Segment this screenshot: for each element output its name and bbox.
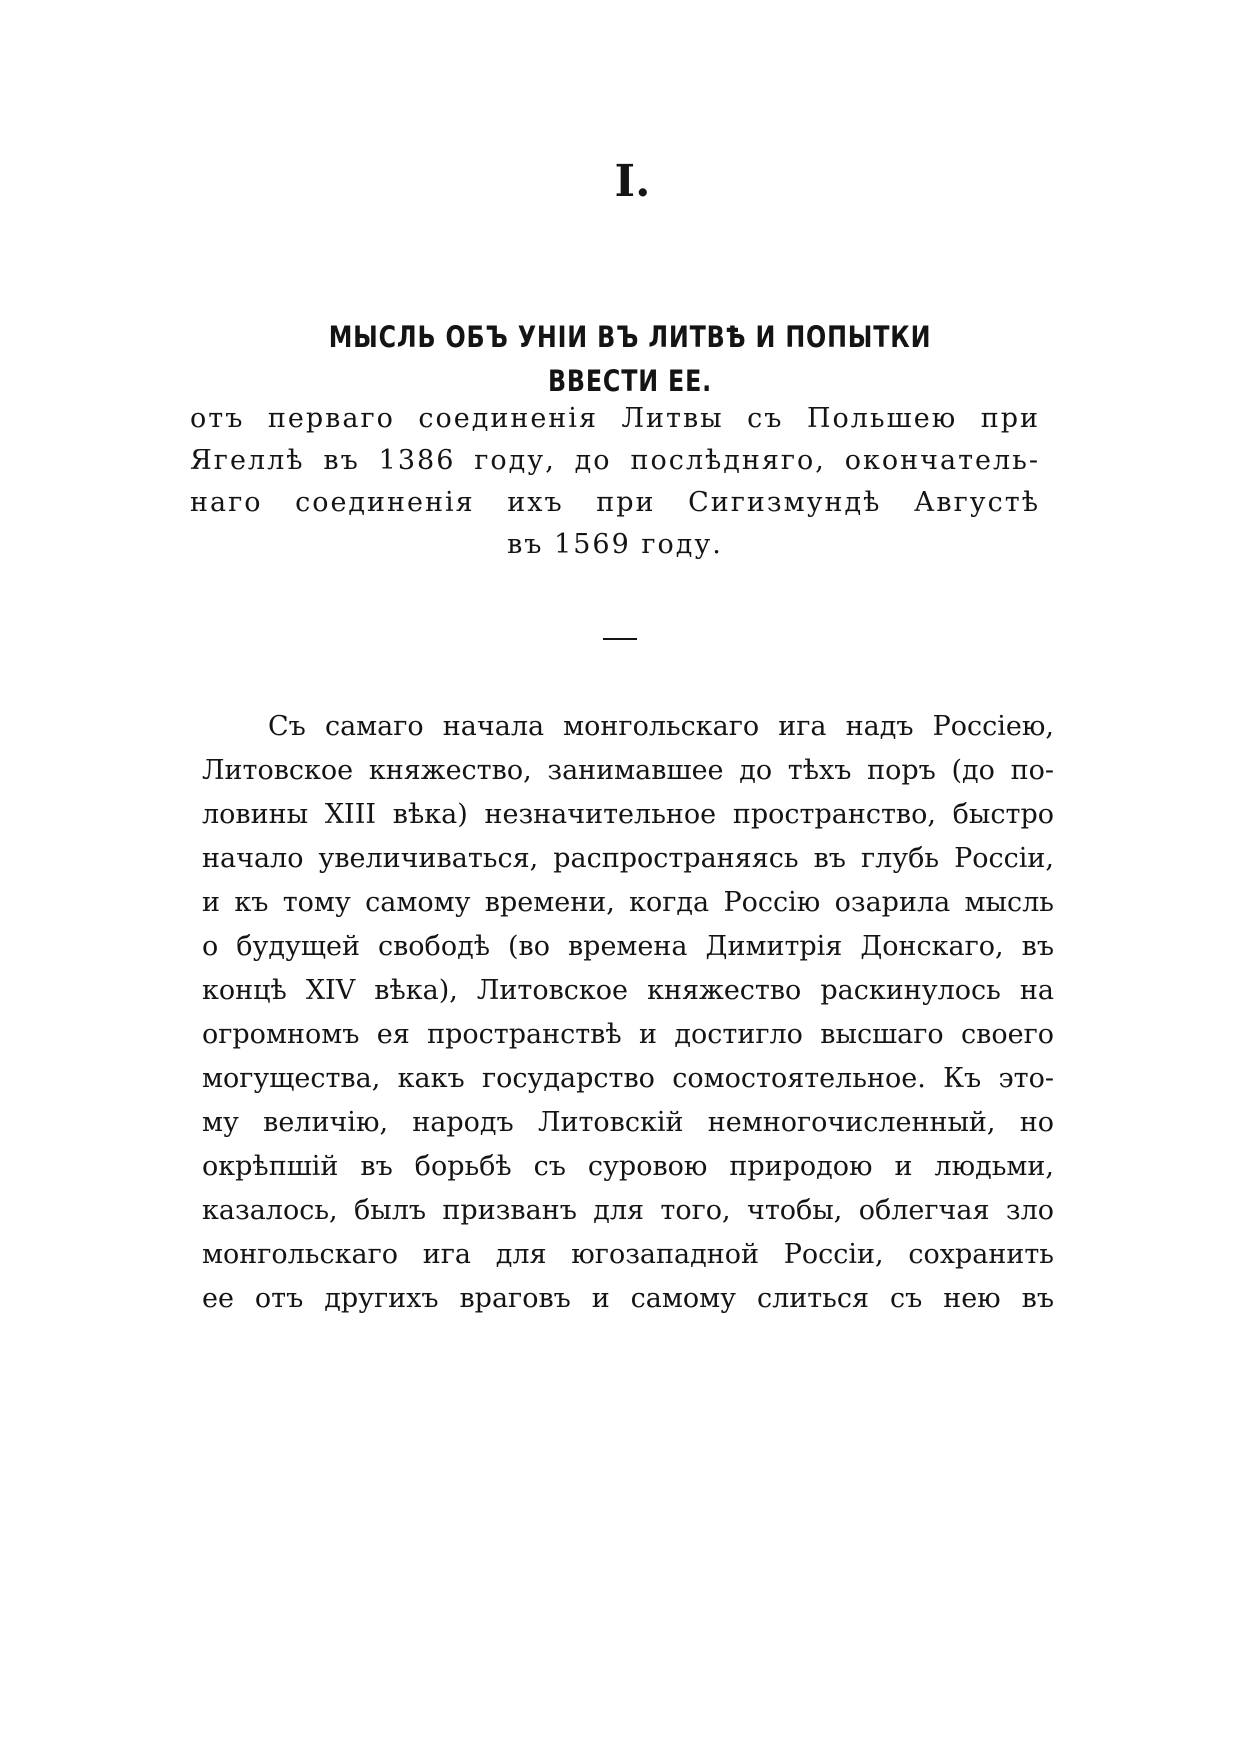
- chapter-title: МЫСЛЬ ОБЪ УНІИ ВЪ ЛИТВѢ И ПОПЫТКИ ВВЕСТИ ЕЕ.: [328, 320, 932, 398]
- subtitle-line: въ 1569 году.: [507, 529, 723, 560]
- body-line: Съ самаго начала монгольскаго ига надъ Россіею,: [268, 711, 1054, 742]
- body-line: и къ тому самому времени, когда Россію озарила мысль: [202, 887, 1054, 918]
- body-line: огромномъ ея пространствѣ и достигло высшаго своего: [202, 1019, 1054, 1050]
- body-line: монгольскаго ига для югозападной Россіи, сохранить: [202, 1239, 1054, 1270]
- body-line: Литовское княжество, занимавшее до тѣхъ поръ (до по-: [202, 755, 1054, 786]
- body-line: ловины XIII вѣка) незначительное пространство, быстро: [202, 799, 1054, 830]
- body-line: му величію, народъ Литовскій немногочисленный, но: [202, 1107, 1054, 1138]
- subtitle-line: отъ перваго соединенія Литвы съ Польшею при: [190, 403, 1040, 434]
- chapter-subtitle: [190, 398, 1040, 566]
- section-divider: [603, 638, 637, 640]
- subtitle-line: Ягеллѣ въ 1386 году, до послѣдняго, окончатель-: [190, 445, 1040, 476]
- body-line: казалось, былъ призванъ для того, чтобы, облегчая зло: [202, 1195, 1054, 1226]
- body-line: окрѣпшій въ борьбѣ съ суровою природою и людьми,: [202, 1151, 1054, 1182]
- body-line: концѣ XIV вѣка), Литовское княжество раскинулось на: [202, 975, 1054, 1006]
- body-paragraph: [202, 705, 1054, 1321]
- chapter-number: I.: [614, 156, 651, 207]
- body-line: о будущей свободѣ (во времена Димитрія Донскаго, въ: [202, 931, 1054, 962]
- body-line: ее отъ другихъ враговъ и самому слиться съ нею въ: [202, 1283, 1054, 1314]
- body-line: могущества, какъ государство сомостоятельное. Къ это-: [202, 1063, 1054, 1094]
- body-line: начало увеличиваться, распространяясь въ глубь Россіи,: [202, 843, 1054, 874]
- subtitle-line: наго соединенія ихъ при Сигизмундѣ Августѣ: [190, 487, 1040, 518]
